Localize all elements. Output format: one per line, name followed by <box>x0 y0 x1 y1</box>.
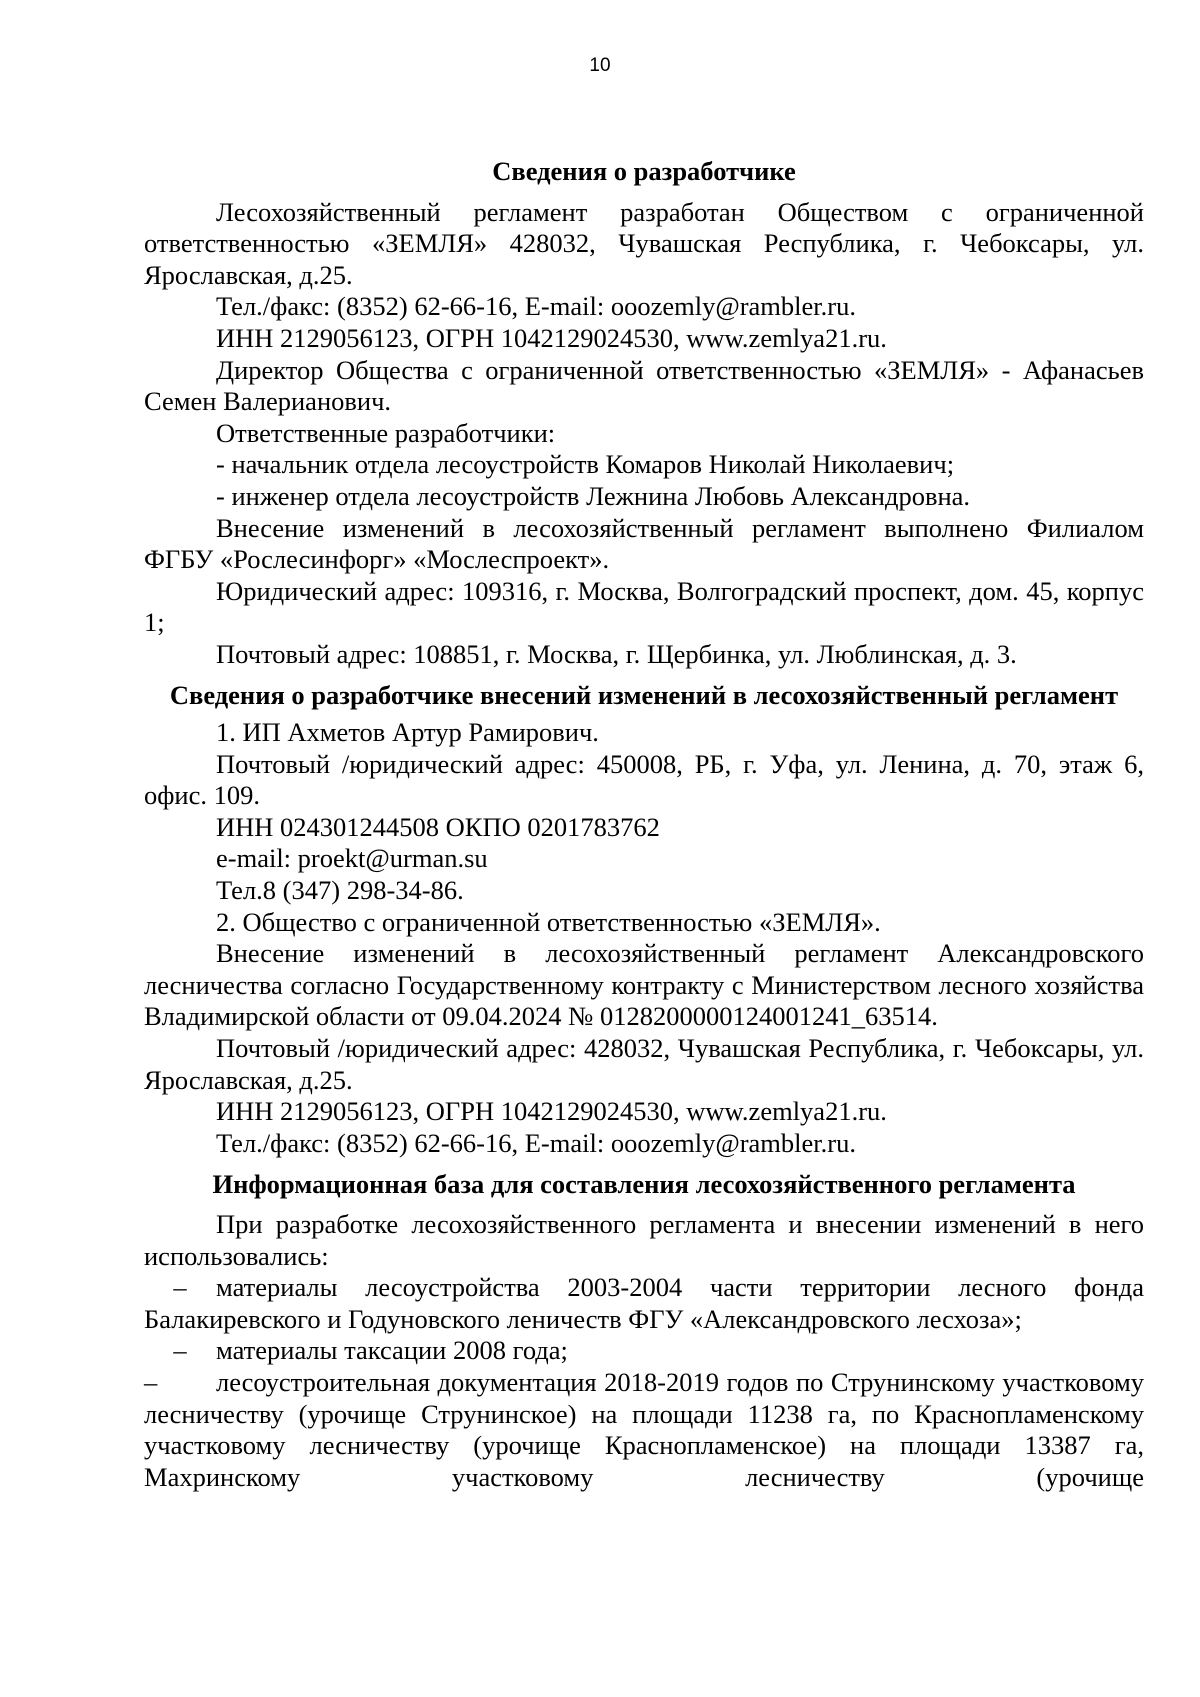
dash-bullet: – <box>173 1335 187 1366</box>
list-item-text: материалы лесоустройства 2003-2004 части территории лесного фонда Балакиревского и Годуновского леничеств ФГУ «Александровского лесхоза»; <box>144 1272 1144 1334</box>
section-title-developer: Сведения о разработчике <box>492 156 796 186</box>
paragraph: ИНН 024301244508 ОКПО 0201783762 <box>216 811 660 842</box>
paragraph: Внесение изменений в лесохозяйственный регламент Александровского лесничества согласно Государственному контракту с Министерством лесного хозяйства Владимирской области от 09.04.2024 № 0128200000124001241_63514. <box>144 938 1144 1032</box>
paragraph: ИНН 2129056123, ОГРН 1042129024530, www.zemlya21.ru. <box>216 322 887 353</box>
paragraph: ИНН 2129056123, ОГРН 1042129024530, www.zemlya21.ru. <box>216 1096 887 1127</box>
paragraph: e-mail: proekt@urman.su <box>216 843 488 874</box>
section-title-amendments-developer: Сведения о разработчике внесений изменений в лесохозяйственный регламент <box>169 679 1119 710</box>
document-body <box>144 156 1144 1493</box>
paragraph: Внесение изменений в лесохозяйственный регламент выполнено Филиалом ФГБУ «Рослесинфорг» «Мослеспроект». <box>144 512 1144 575</box>
paragraph: 1. ИП Ахметов Артур Рамирович. <box>216 717 599 748</box>
paragraph: При разработке лесохозяйственного регламента и внесении изменений в него использовались: <box>144 1209 1144 1271</box>
paragraph: 2. Общество с ограниченной ответственностью «ЗЕМЛЯ». <box>216 906 881 937</box>
list-item: - инженер отдела лесоустройств Лежнина Любовь Александровна. <box>216 480 971 511</box>
section-title-information-base: Информационная база для составления лесохозяйственного регламента <box>212 1169 1076 1200</box>
paragraph: Почтовый адрес: 108851, г. Москва, г. Щербинка, ул. Люблинская, д. 3. <box>216 638 1017 669</box>
list-item: - начальник отдела лесоустройств Комаров Николай Николаевич; <box>216 449 955 480</box>
list-item <box>144 1367 1144 1493</box>
paragraph: Ответственные разработчики: <box>216 417 556 448</box>
paragraph: Директор Общества с ограниченной ответственностью «ЗЕМЛЯ» - Афанасьев Семен Валерианович. <box>144 354 1144 417</box>
paragraph: Юридический адрес: 109316, г. Москва, Волгоградский проспект, дом. 45, корпус 1; <box>144 575 1144 638</box>
paragraph: Тел.8 (347) 298-34-86. <box>216 875 464 906</box>
list-item-text: лесоустроительная документация 2018-2019 годов по Струнинскому участковому лесничеству (урочище Струнинское) на площади 11238 га, по Краснопламенскому участковому лесничеству (урочище Краснопламенское) на площади 13387 га, Махринскому участковому лесничеству (урочище <box>144 1366 1144 1492</box>
paragraph: Лесохозяйственный регламент разработан Обществом с ограниченной ответственностью «ЗЕМЛЯ» 428032, Чувашская Республика, г. Чебоксары, ул. Ярославская, д.25. <box>144 196 1144 290</box>
list-item <box>144 1272 1144 1335</box>
page-number: 10 <box>589 55 611 76</box>
list-item <box>144 1335 1144 1367</box>
paragraph: Тел./факс: (8352) 62-66-16, E-mail: ooozemly@rambler.ru. <box>216 1127 856 1158</box>
list-item-text: материалы таксации 2008 года; <box>216 1335 568 1366</box>
dash-bullet: – <box>144 1366 158 1397</box>
paragraph: Почтовый /юридический адрес: 450008, РБ, г. Уфа, ул. Ленина, д. 70, этаж 6, офис. 109. <box>144 748 1144 811</box>
paragraph: Тел./факс: (8352) 62-66-16, E-mail: ooozemly@rambler.ru. <box>216 291 856 322</box>
dash-bullet: – <box>173 1272 187 1303</box>
paragraph: Почтовый /юридический адрес: 428032, Чувашская Республика, г. Чебоксары, ул. Ярославская, д.25. <box>144 1033 1144 1095</box>
